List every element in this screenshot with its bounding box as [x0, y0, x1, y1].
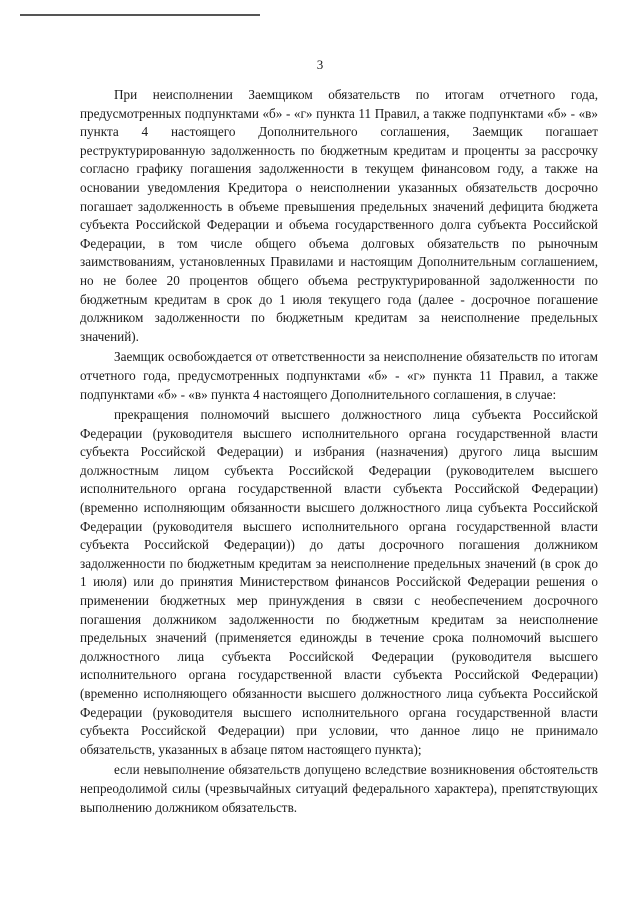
page-number: 3: [316, 57, 324, 72]
paragraph-force-majeure: если невыполнение обязательств допущено вследствие возникновения обстоятельств непреодолимой силы (чрезвычайных ситуаций федерального характера), препятствующих выполнению должником обязательств.: [80, 762, 598, 815]
document-body: [80, 86, 598, 817]
paragraph-release-from-liability: Заемщик освобождается от ответственности за неисполнение обязательств по итогам отчетного года, предусмотренных подпунктами «б» - «г» пункта 11 Правил, а также подпунктами «б» - «в» пункта 4 настоящего Дополнительного соглашения, в случае:: [80, 349, 598, 402]
paragraph-termination-of-powers: прекращения полномочий высшего должностного лица субъекта Российской Федерации (руководителя высшего исполнительного органа государственной власти субъекта Российской Федерации) и избрания (назначения) другого лица высшим должностным лицом субъекта Российской Федерации (руководителем высшего исполнительного органа государственной власти субъекта Российской Федерации) (временно исполняющим обязанности высшего должностного лица субъекта Российской Федерации (руководителя высшего исполнительного органа государственной власти субъекта Российской Федерации)) до даты досрочного погашения должником задолженности по бюджетным кредитам за неисполнение предельных значений (в срок до 1 июля) или до принятия Министерством финансов Российской Федерации решения о применении бюджетных мер принуждения в связи с необеспечением досрочного погашения должником задолженности по бюджетным кредитам за неисполнение предельных значений (применяется единожды в течение срока полномочий высшего должностного лица субъекта Российской Федерации (руководителя высшего исполнительного органа государственной власти субъекта Российской Федерации) (временно исполняющего обязанности высшего должностного лица субъекта Российской Федерации (руководителя высшего исполнительного органа государственной власти субъекта Российской Федерации) при условии, что данное лицо не принимало обязательств, указанных в абзаце пятом настоящего пункта);: [80, 407, 598, 757]
top-scan-rule: [20, 14, 260, 16]
paragraph-nonfulfillment: При неисполнении Заемщиком обязательств по итогам отчетного года, предусмотренных подпунктами «б» - «г» пункта 11 Правил, а также подпунктами «б» - «в» пункта 4 настоящего Дополнительного соглашения, Заемщик погашает реструктурированную задолженность по бюджетным кредитам и проценты за рассрочку согласно графику погашения задолженности в текущем финансовом году, а также на основании уведомления Кредитора о неисполнении указанных обязательств досрочно погашает задолженность в объеме превышения предельных значений дефицита бюджета субъекта Российской Федерации и объема государственного долга субъекта Российской Федерации, в том числе общего объема долговых обязательств по рыночным заимствованиям, установленных Правилами и настоящим Дополнительным соглашением, но не более 20 процентов общего объема реструктурированной задолженности по бюджетным кредитам в срок до 1 июля текущего года (далее - досрочное погашение должником задолженности по бюджетным кредитам за неисполнение предельных значений).: [80, 87, 598, 344]
